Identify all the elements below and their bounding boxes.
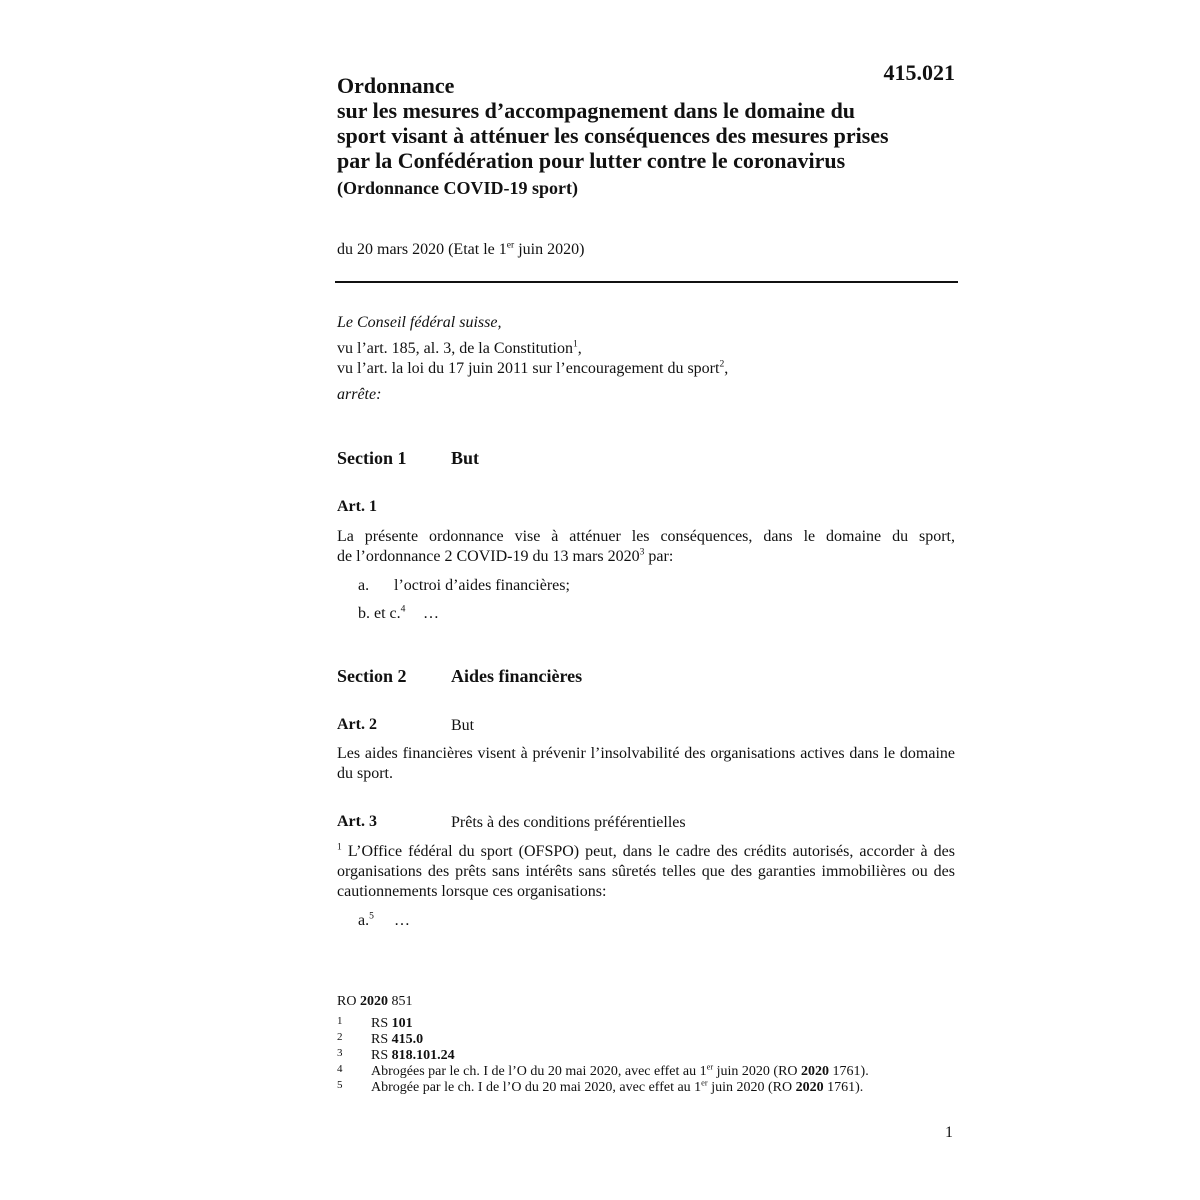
header-divider (335, 281, 958, 283)
footnote-bold: 2020 (795, 1080, 824, 1095)
document-short-title: (Ordonnance COVID-19 sport) (337, 178, 578, 198)
footnote-number: 5 (337, 1079, 343, 1091)
footnote-prefix: Abrogées par le ch. I de l’O du 20 mai 2020, avec effet au 1 (371, 1064, 707, 1079)
ro-page: 851 (387, 994, 413, 1009)
article-1-line-2 (337, 547, 955, 567)
document-date (337, 241, 584, 259)
footnote-ref-5[interactable]: 5 (369, 910, 374, 922)
footnote-bold: 2020 (801, 1064, 830, 1079)
footnote-middle: juin 2020 (RO (713, 1064, 802, 1079)
paragraph-number: 1 (337, 841, 342, 853)
footnote-prefix: RS (371, 1048, 392, 1063)
preamble-line-1 (337, 339, 582, 359)
document-number: 415.021 (883, 60, 955, 85)
preamble-line-2-text: vu l’art. la loi du 17 juin 2011 sur l’encouragement du sport (337, 360, 720, 377)
ro-year: 2020 (359, 994, 388, 1009)
footnote-number: 4 (337, 1063, 343, 1075)
footnote-text (371, 1064, 869, 1080)
preamble-line-1-text: vu l’art. 185, al. 3, de la Constitution (337, 340, 573, 357)
footnote-number: 1 (337, 1015, 343, 1027)
document-title (337, 73, 967, 173)
footnote-ref-4[interactable]: 4 (400, 603, 406, 615)
footnote-number: 3 (337, 1047, 343, 1059)
footnote-middle: juin 2020 (RO (707, 1080, 796, 1095)
footnote-ref-3[interactable]: 3 (639, 546, 645, 558)
footnote-text (371, 1080, 863, 1096)
article-3-item-a (358, 911, 374, 931)
footnote-suffix: 1761). (823, 1080, 864, 1095)
article-3-paragraph-1-text: L’Office fédéral du sport (OFSPO) peut, dans le cadre des crédits autorisés, accorder à des organisations des prêts sans intérêts sans sûretés telles que des garanties immobilières ou des cautionnements lorsque ces organisations: (337, 843, 956, 900)
date-prefix: du 20 mars 2020 (Etat le 1 (337, 241, 507, 258)
article-2-text: Les aides financières visent à prévenir l’insolvabilité des organisations actives dans le domaine du sport. (337, 745, 955, 782)
article-1-label: Art. 1 (337, 498, 377, 515)
article-3-item-a-text: … (394, 912, 410, 929)
preamble-authority: Le Conseil fédéral suisse, (337, 314, 502, 331)
title-line: par la Confédération pour lutter contre le coronavirus (337, 148, 846, 173)
article-1-item-bc (358, 604, 405, 624)
preamble-line-2-end: , (724, 360, 729, 377)
section-1-label: Section 1 (337, 448, 407, 468)
article-1-text (337, 527, 955, 567)
footnote-suffix: 1761). (829, 1064, 869, 1079)
article-3-item-a-letter: a. (358, 912, 370, 929)
footnote-bold: 818.101.24 (391, 1048, 455, 1063)
footnote-sup: er (701, 1078, 708, 1088)
article-1-item-bc-letter: b. et c. (358, 605, 401, 622)
article-2-title: But (451, 717, 475, 734)
section-2-title: Aides financières (451, 666, 583, 686)
footnote-text (371, 1016, 413, 1032)
title-line: sur les mesures d’accompagnement dans le domaine du (337, 98, 856, 123)
footnote-ref-2[interactable]: 2 (719, 358, 725, 370)
article-3-paragraph-1 (337, 842, 955, 902)
footnote-ref-1[interactable]: 1 (572, 338, 578, 350)
date-suffix: juin 2020) (514, 241, 585, 258)
official-compilation-ref (337, 994, 412, 1010)
article-1-item-bc-text: … (423, 605, 439, 622)
footnote-prefix: RS (371, 1016, 392, 1031)
article-3-title: Prêts à des conditions préférentielles (451, 814, 686, 831)
article-1-item-a-letter: a. (358, 577, 370, 594)
preamble-line-1-end: , (577, 340, 582, 357)
article-2-label: Art. 2 (337, 716, 377, 733)
article-3-label: Art. 3 (337, 813, 377, 830)
footnote-sup: er (706, 1062, 714, 1072)
ro-prefix: RO (337, 994, 360, 1009)
section-1-title: But (451, 448, 480, 468)
title-line: Ordonnance (337, 73, 455, 98)
footnote-text (371, 1048, 455, 1064)
footnote-number: 2 (337, 1031, 343, 1043)
footnote-bold: 415.0 (391, 1032, 424, 1047)
date-superscript: er (506, 239, 515, 251)
title-line: sport visant à atténuer les conséquences des mesures prises (337, 123, 889, 148)
article-1-item-a-text: l’octroi d’aides financières; (394, 577, 570, 594)
footnote-bold: 101 (391, 1016, 413, 1031)
article-1-line-2-text: de l’ordonnance 2 COVID-19 du 13 mars 2020 (337, 548, 640, 565)
footnote-prefix: Abrogée par le ch. I de l’O du 20 mai 2020, avec effet au 1 (371, 1080, 702, 1095)
article-1-line-1: La présente ordonnance vise à atténuer les conséquences, dans le domaine du sport, (337, 528, 955, 545)
section-2-label: Section 2 (337, 666, 407, 686)
page-number: 1 (945, 1124, 953, 1141)
preamble-decree: arrête: (337, 386, 382, 403)
footnote-prefix: RS (371, 1032, 392, 1047)
preamble-line-2 (337, 359, 728, 379)
article-1-line-2-end: par: (644, 548, 674, 565)
footnote-text (371, 1032, 423, 1048)
